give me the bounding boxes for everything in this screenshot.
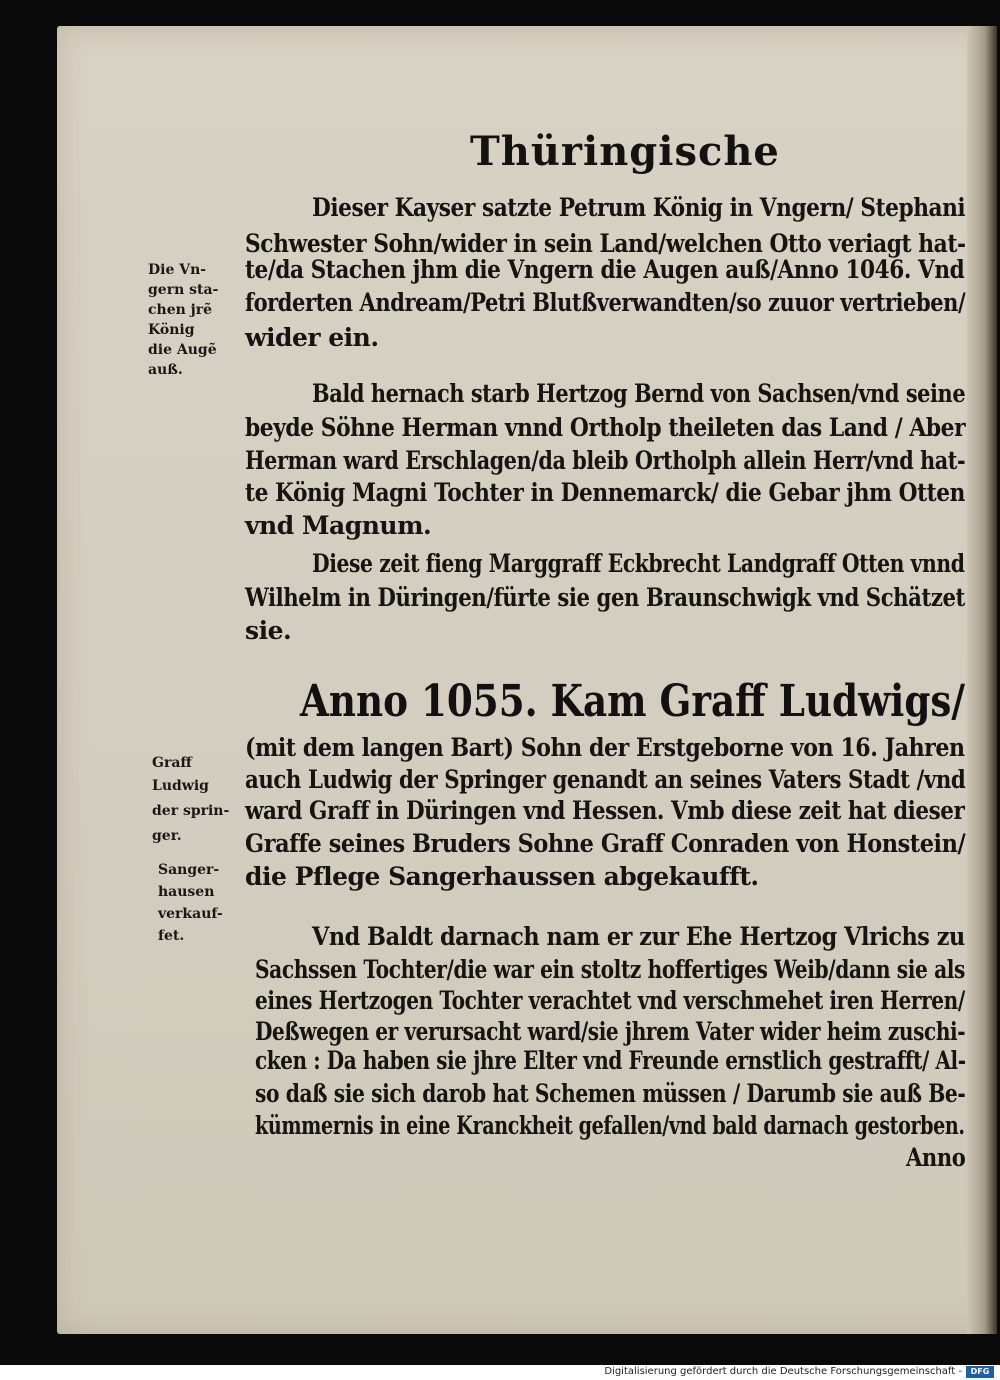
text-line: te/da Stachen jhm die Vngern die Augen auß/Anno 1046. Vnd <box>245 255 965 284</box>
text-line: Vnd Baldt darnach nam er zur Ehe Hertzog Vlrichs zu <box>312 922 965 951</box>
page-edge <box>967 26 997 1334</box>
text-line: auch Ludwig der Springer genandt an seines Vaters Stadt /vnd <box>245 765 966 794</box>
margin-note-line: verkauf- <box>158 906 223 922</box>
text-line: te König Magni Tochter in Dennemarck/ die Gebar jhm Otten <box>245 478 965 507</box>
margin-note-line: hausen <box>158 884 215 900</box>
text-line: Deßwegen er verursacht ward/sie jhrem Vater wider heim zuschi- <box>255 1017 966 1046</box>
dfg-logo: DFG <box>966 1366 994 1378</box>
text-line: die Pflege Sangerhaussen abgekaufft. <box>245 862 759 891</box>
margin-note-line: ger. <box>152 828 182 844</box>
text-line: kümmernis in eine Kranckheit gefallen/vnd bald darnach gestorben. <box>255 1111 965 1140</box>
text-line: ward Graff in Düringen vnd Hessen. Vmb diese zeit hat dieser <box>245 796 965 825</box>
funding-notice: Digitalisierung gefördert durch die Deutsche Forschungsgemeinschaft - <box>604 1366 962 1377</box>
text-line: cken : Da haben sie jhre Elter vnd Freunde ernstlich gestrafft/ Al- <box>255 1046 966 1075</box>
catchword: Anno <box>906 1143 966 1172</box>
margin-note-line: Sanger- <box>158 862 220 878</box>
margin-note-line: chen jrẽ <box>148 302 213 318</box>
running-title: Thüringische <box>470 128 780 175</box>
margin-note-line: König <box>148 322 195 338</box>
section-heading: Anno 1055. Kam Graff Ludwigs/ <box>300 676 965 727</box>
text-line: forderten Andream/Petri Blutßverwandten/so zuuor vertrieben/ <box>245 288 966 317</box>
text-line: Sachssen Tochter/die war ein stoltz hoffertiges Weib/dann sie als <box>255 955 966 984</box>
margin-note-line: Graff <box>152 755 192 771</box>
margin-note-line: Ludwig <box>152 778 209 794</box>
margin-note-line: auß. <box>148 362 183 378</box>
text-line: sie. <box>245 616 292 645</box>
text-line: (mit dem langen Bart) Sohn der Erstgeborne von 16. Jahren <box>245 733 965 762</box>
text-line: Herman ward Erschlagen/da bleib Ortholph allein Herr/vnd hat- <box>245 446 966 475</box>
margin-note-line: der sprin- <box>152 803 230 819</box>
margin-note-line: die Augẽ <box>148 342 217 358</box>
text-line: beyde Söhne Herman vnnd Ortholp theileten das Land / Aber <box>245 413 966 442</box>
text-line: Wilhelm in Düringen/fürte sie gen Braunschwigk vnd Schätzet <box>245 583 965 612</box>
text-line: wider ein. <box>245 323 379 352</box>
margin-note-line: gern sta- <box>148 282 219 298</box>
margin-note-line: fet. <box>158 928 185 944</box>
text-line: Graffe seines Bruders Sohne Graff Conraden von Honstein/ <box>245 829 966 858</box>
text-line: Bald hernach starb Hertzog Bernd von Sachsen/vnd seine <box>312 379 966 408</box>
margin-note-line: Die Vn- <box>148 262 207 278</box>
text-line: Dieser Kayser satzte Petrum König in Vngern/ Stephani <box>312 193 966 222</box>
text-line: Schwester Sohn/wider in sein Land/welchen Otto veriagt hat- <box>245 229 966 258</box>
text-line: Diese zeit fieng Marggraff Eckbrecht Landgraff Otten vnnd <box>312 549 965 578</box>
text-line: eines Hertzogen Tochter verachtet vnd verschmehet iren Herren/ <box>255 986 965 1015</box>
text-line: vnd Magnum. <box>245 511 432 540</box>
text-line: so daß sie sich darob hat Schemen müssen / Darumb sie auß Be- <box>255 1079 966 1108</box>
